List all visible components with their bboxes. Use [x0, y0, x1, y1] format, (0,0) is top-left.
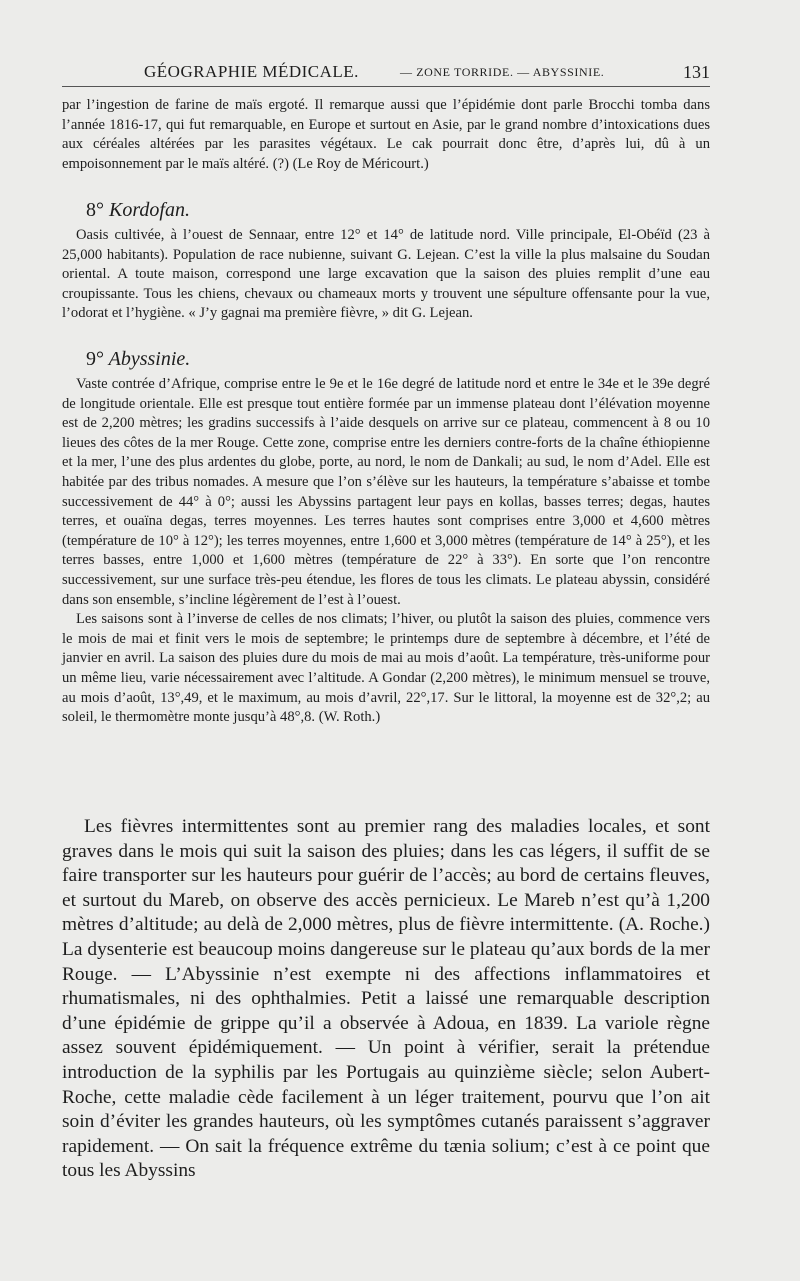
main-text-block — [62, 815, 710, 1184]
abyssinie-paragraph-1: Vaste contrée d’Afrique, comprise entre le 9e et le 16e degré de latitude nord et entre le 34e et le 39e degré de longitude orientale. Elle est presque tout entière formée par un immense plateau dont l’élévation moyenne est de 2,200 mètres; les gradins successifs à l’aide desquels on arrive sur ce plateau, commencent à 8 ou 10 lieues des côtes de la mer Rouge. Cette zone, comprise entre les derniers contre-forts de la chaîne éthiopienne et la mer, l’une des plus ardentes du globe, porte, au nord, le nom de Dankali; au sud, le nom d’Adel. Elle est habitée par des tribus nomades. A mesure que l’on s’élève sur les hauteurs, la température s’abaisse et tombe successivement de 44° à 0°; aussi les Abyssins partagent leur pays en kollas, basses terres; degas, hautes terres, et ouaïna degas, terres moyennes. Les terres hautes sont comprises entre 3,000 et 4,600 mètres (température de 10° à 12°); les terres moyennes, entre 1,600 et 3,000 mètres (température de 14° à 25°), et les terres basses, entre 1,000 et 1,600 mètres (température de 22° à 33°). En sorte que l’on rencontre successivement, sur une surface très-peu étendue, les flores de tous les climats. Le plateau abyssin, considéré dans son ensemble, s’incline légèrement de l’est à l’ouest. — [62, 376, 710, 608]
kordofan-block — [62, 226, 710, 324]
running-header — [62, 62, 710, 87]
abyssinie-paragraph-2: Les saisons sont à l’inverse de celles de nos climats; l’hiver, ou plutôt la saison des pluies, commence vers le mois de mai et finit vers le mois de septembre; le printemps dure de septembre à décembre, et l’été de janvier en avril. La saison des pluies dure du mois de mai au mois d’août. La température, très-uniforme pour un même lieu, varie nécessairement avec l’altitude. A Gondar (2,200 mètres), le minimum mensuel se trouve, au mois d’août, 13°,49, et le maximum, au mois d’avril, 22°,17. Sur le littoral, la moyenne est de 32°,2; au soleil, le thermomètre monte jusqu’à 48°,8. (W. Roth.) — [62, 611, 710, 726]
intro-block — [62, 96, 710, 174]
section-title: Kordofan. — [109, 199, 190, 221]
section-title: Abyssinie. — [108, 348, 191, 370]
section-number: 9° — [86, 348, 104, 370]
abyssinie-block — [62, 375, 710, 728]
main-paragraph: Les fièvres intermittentes sont au premier rang des maladies locales, et sont graves dans le mois qui suit la saison des pluies; dans les cas légers, il suffit de se faire transporter sur les hauteurs pour guérir de l’accès; au bord de certains fleuves, et surtout du Mareb, on observe des accès pernicieux. Le Mareb n’est qu’à 1,200 mètres d’altitude; au delà de 2,000 mètres, plus de fièvre intermittente. (A. Roche.) La dysenterie est beaucoup moins dangereuse sur le plateau qu’aux bords de la mer Rouge. — L’Abyssinie n’est exempte ni des affections inflammatoires et rhumatismales, ni des ophthalmies. Petit a laissé une remarquable description d’une épidémie de grippe qu’il a observée à Adoua, en 1839. La variole règne assez souvent épidémiquement. — Un point à vérifier, serait la prétendue introduction de la syphilis par les Portugais au quinzième siècle; selon Aubert-Roche, cette maladie cède facilement à un léger traitement, pourvu que l’on ait soin d’éviter les grandes hauteurs, où les symptômes cutanés paraissent s’aggraver rapidement. — On sait la fréquence extrême du tænia solium; c’est à ce point que tous les Abyssins — [62, 816, 710, 1182]
header-subtitle: — ZONE TORRIDE. — ABYSSINIE. — [400, 65, 605, 79]
section-heading-kordofan — [86, 199, 190, 222]
section-number: 8° — [86, 199, 104, 221]
kordofan-paragraph: Oasis cultivée, à l’ouest de Sennaar, entre 12° et 14° de latitude nord. Ville principale, El-Obéïd (23 à 25,000 habitants). Population de race nubienne, suivant G. Lejean. C’est la ville la plus malsaine du Soudan oriental. A toute maison, correspond une large excavation que la saison des pluies remplit d’une eau croupissante. Tous les chiens, chevaux ou chameaux morts y trouvent une sépulture offensante pour la vue, l’odorat et l’hygiène. « J’y gagnai ma première fièvre, » dit G. Lejean. — [62, 227, 710, 322]
page-number: 131 — [683, 62, 710, 82]
section-heading-abyssinie — [86, 348, 190, 371]
header-title: GÉOGRAPHIE MÉDICALE. — [144, 62, 359, 81]
intro-paragraph: par l’ingestion de farine de maïs ergoté. Il remarque aussi que l’épidémie dont parle Brocchi tomba dans l’année 1816-17, qui fut remarquable, en Europe et surtout en Asie, par le grand nombre d’intoxications dues aux céréales altérées par les parasites végétaux. Le cak pourrait donc être, d’après lui, dû à un empoisonnement par le maïs altéré. (?) (Le Roy de Méricourt.) — [62, 97, 710, 172]
